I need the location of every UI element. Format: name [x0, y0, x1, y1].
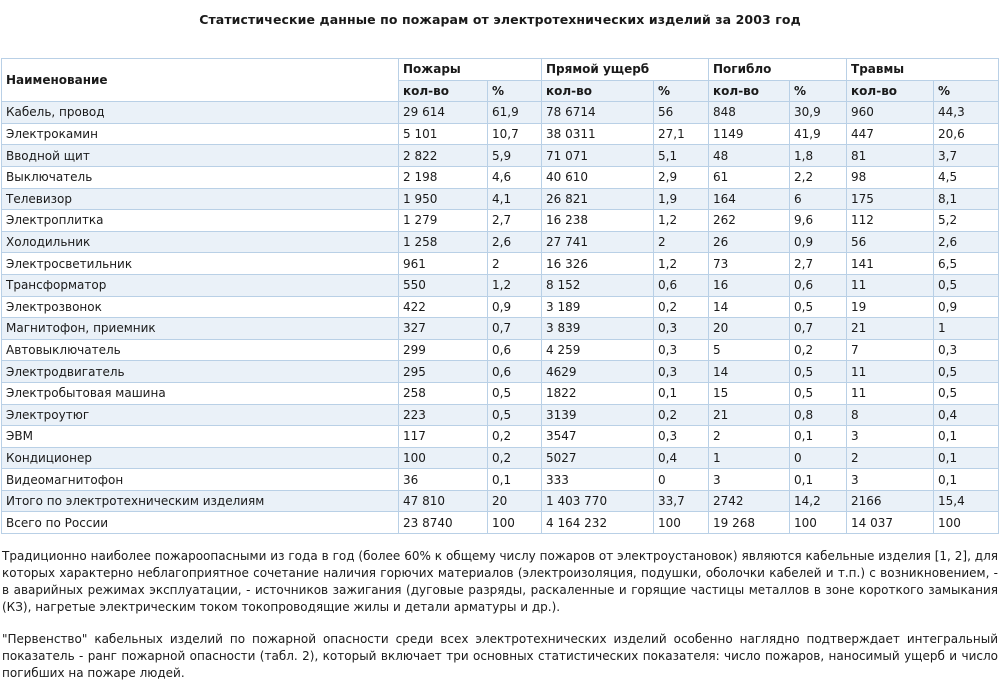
row-name-cell: Вводной щит [2, 145, 399, 167]
table-cell: 4,1 [488, 188, 542, 210]
table-cell: 112 [847, 210, 934, 232]
table-cell: 0,3 [654, 361, 709, 383]
table-row [2, 490, 999, 512]
row-name-cell: Кондиционер [2, 447, 399, 469]
table-cell: 3 839 [542, 318, 654, 340]
fire-statistics-table [1, 58, 999, 534]
table-cell: 4,5 [934, 166, 999, 188]
table-cell: 3 [847, 469, 934, 491]
table-cell: 19 268 [709, 512, 790, 534]
table-cell: 100 [399, 447, 488, 469]
row-name-cell: Кабель, провод [2, 102, 399, 124]
row-name-cell: Выключатель [2, 166, 399, 188]
table-cell: 14 [709, 361, 790, 383]
table-cell: 0,1 [934, 469, 999, 491]
table-cell: 14 037 [847, 512, 934, 534]
table-cell: 5 101 [399, 123, 488, 145]
table-cell: 29 614 [399, 102, 488, 124]
table-cell: 0,3 [654, 426, 709, 448]
page-title: Статистические данные по пожарам от электротехнических изделий за 2003 год [199, 12, 801, 27]
table-cell: 100 [488, 512, 542, 534]
table-cell: 14 [709, 296, 790, 318]
table-cell: 23 8740 [399, 512, 488, 534]
table-cell: 295 [399, 361, 488, 383]
subheader-cell: % [488, 80, 542, 102]
row-name-cell: Итого по электротехническим изделиям [2, 490, 399, 512]
table-cell: 6,5 [934, 253, 999, 275]
table-row [2, 512, 999, 534]
table-cell: 11 [847, 274, 934, 296]
table-row [2, 231, 999, 253]
table-cell: 0,5 [934, 361, 999, 383]
table-row [2, 166, 999, 188]
table-cell: 16 326 [542, 253, 654, 275]
table-cell: 26 821 [542, 188, 654, 210]
table-cell: 4 164 232 [542, 512, 654, 534]
row-name-cell: Электрокамин [2, 123, 399, 145]
row-name-cell: Телевизор [2, 188, 399, 210]
table-cell: 40 610 [542, 166, 654, 188]
row-name-cell: Электроплитка [2, 210, 399, 232]
table-row [2, 296, 999, 318]
table-cell: 141 [847, 253, 934, 275]
table-cell: 20 [709, 318, 790, 340]
table-cell: 47 810 [399, 490, 488, 512]
table-cell: 56 [654, 102, 709, 124]
row-name-cell: Электродвигатель [2, 361, 399, 383]
table-row [2, 145, 999, 167]
table-row [2, 426, 999, 448]
subheader-cell: % [654, 80, 709, 102]
table-row [2, 404, 999, 426]
table-cell: 5 [709, 339, 790, 361]
table-cell: 0 [654, 469, 709, 491]
row-name-cell: ЭВМ [2, 426, 399, 448]
table-cell: 961 [399, 253, 488, 275]
table-cell: 1149 [709, 123, 790, 145]
table-cell: 3547 [542, 426, 654, 448]
table-cell: 299 [399, 339, 488, 361]
table-row [2, 123, 999, 145]
table-row [2, 274, 999, 296]
subheader-cell: кол-во [709, 80, 790, 102]
table-cell: 1 [934, 318, 999, 340]
table-cell: 447 [847, 123, 934, 145]
table-row [2, 382, 999, 404]
table-cell: 0,1 [790, 426, 847, 448]
group-header-damage: Прямой ущерб [542, 59, 709, 81]
table-cell: 0,5 [934, 274, 999, 296]
table-cell: 8,1 [934, 188, 999, 210]
table-cell: 2166 [847, 490, 934, 512]
table-cell: 0,6 [654, 274, 709, 296]
row-name-cell: Магнитофон, приемник [2, 318, 399, 340]
paragraph-fire-rank: "Первенство" кабельных изделий по пожарной опасности среди всех электротехнических изделий особенно наглядно подтверждает интегральный показатель - ранг пожарной опасности (табл. 2), который включает три основных статистических показателя: число пожаров, наносимый ущерб и число погибших на пожаре людей. [2, 632, 998, 680]
table-body [2, 102, 999, 534]
table-cell: 1,8 [790, 145, 847, 167]
table-cell: 422 [399, 296, 488, 318]
table-cell: 0,9 [934, 296, 999, 318]
table-cell: 0,7 [488, 318, 542, 340]
table-cell: 26 [709, 231, 790, 253]
table-cell: 3 [709, 469, 790, 491]
table-cell: 0,2 [654, 296, 709, 318]
table-cell: 9,6 [790, 210, 847, 232]
table-cell: 78 6714 [542, 102, 654, 124]
table-row [2, 339, 999, 361]
table-row [2, 210, 999, 232]
table-row [2, 253, 999, 275]
table-cell: 20 [488, 490, 542, 512]
table-cell: 3,7 [934, 145, 999, 167]
row-name-cell: Видеомагнитофон [2, 469, 399, 491]
table-cell: 164 [709, 188, 790, 210]
table-cell: 15,4 [934, 490, 999, 512]
table-cell: 0,5 [934, 382, 999, 404]
name-column-header: Наименование [2, 59, 399, 102]
row-name-cell: Автовыключатель [2, 339, 399, 361]
table-cell: 0,3 [654, 318, 709, 340]
table-cell: 0,8 [790, 404, 847, 426]
table-cell: 8 [847, 404, 934, 426]
table-cell: 1 403 770 [542, 490, 654, 512]
table-cell: 0,5 [488, 382, 542, 404]
row-name-cell: Электробытовая машина [2, 382, 399, 404]
subheader-cell: % [790, 80, 847, 102]
table-cell: 1,9 [654, 188, 709, 210]
table-cell: 2,9 [654, 166, 709, 188]
table-cell: 5,1 [654, 145, 709, 167]
table-cell: 117 [399, 426, 488, 448]
row-name-cell: Холодильник [2, 231, 399, 253]
table-cell: 0,2 [654, 404, 709, 426]
table-cell: 0,1 [488, 469, 542, 491]
table-cell: 0,1 [934, 447, 999, 469]
table-cell: 0,2 [790, 339, 847, 361]
table-row [2, 102, 999, 124]
table-cell: 0,1 [790, 469, 847, 491]
table-cell: 21 [709, 404, 790, 426]
table-cell: 3 [847, 426, 934, 448]
row-name-cell: Электроутюг [2, 404, 399, 426]
subheader-cell: % [934, 80, 999, 102]
table-cell: 11 [847, 361, 934, 383]
table-cell: 5027 [542, 447, 654, 469]
table-row [2, 361, 999, 383]
table-cell: 6 [790, 188, 847, 210]
table-cell: 1 279 [399, 210, 488, 232]
table-cell: 3 189 [542, 296, 654, 318]
table-cell: 258 [399, 382, 488, 404]
table-cell: 61,9 [488, 102, 542, 124]
group-header-deaths: Погибло [709, 59, 847, 81]
table-cell: 61 [709, 166, 790, 188]
subheader-cell: кол-во [847, 80, 934, 102]
subheader-cell: кол-во [399, 80, 488, 102]
table-cell: 1822 [542, 382, 654, 404]
table-cell: 11 [847, 382, 934, 404]
table-cell: 0,7 [790, 318, 847, 340]
table-cell: 30,9 [790, 102, 847, 124]
table-cell: 27,1 [654, 123, 709, 145]
table-cell: 1,2 [654, 253, 709, 275]
table-cell: 21 [847, 318, 934, 340]
table-cell: 2,6 [934, 231, 999, 253]
table-cell: 0,5 [790, 382, 847, 404]
table-cell: 3139 [542, 404, 654, 426]
table-cell: 100 [790, 512, 847, 534]
table-cell: 5,9 [488, 145, 542, 167]
table-cell: 0,3 [934, 339, 999, 361]
table-cell: 0,2 [488, 447, 542, 469]
table-cell: 1,2 [488, 274, 542, 296]
table-cell: 5,2 [934, 210, 999, 232]
table-cell: 0,9 [790, 231, 847, 253]
group-header-fires: Пожары [399, 59, 542, 81]
table-cell: 0,4 [654, 447, 709, 469]
table-cell: 0,5 [790, 296, 847, 318]
table-row [2, 469, 999, 491]
table-cell: 100 [934, 512, 999, 534]
table-cell: 2 [488, 253, 542, 275]
table-cell: 16 238 [542, 210, 654, 232]
table-cell: 7 [847, 339, 934, 361]
table-cell: 1 [709, 447, 790, 469]
table-cell: 2,7 [790, 253, 847, 275]
table-cell: 262 [709, 210, 790, 232]
table-cell: 333 [542, 469, 654, 491]
table-cell: 27 741 [542, 231, 654, 253]
table-cell: 550 [399, 274, 488, 296]
table-cell: 2 198 [399, 166, 488, 188]
table-cell: 48 [709, 145, 790, 167]
table-row [2, 188, 999, 210]
table-cell: 0,3 [654, 339, 709, 361]
row-name-cell: Электрозвонок [2, 296, 399, 318]
table-cell: 38 0311 [542, 123, 654, 145]
table-cell: 2 [847, 447, 934, 469]
row-name-cell: Всего по России [2, 512, 399, 534]
row-name-cell: Электросветильник [2, 253, 399, 275]
table-row [2, 318, 999, 340]
table-cell: 0,2 [488, 426, 542, 448]
table-cell: 0,9 [488, 296, 542, 318]
table-cell: 2,6 [488, 231, 542, 253]
table-cell: 19 [847, 296, 934, 318]
table-cell: 73 [709, 253, 790, 275]
table-cell: 36 [399, 469, 488, 491]
table-cell: 2742 [709, 490, 790, 512]
table-cell: 20,6 [934, 123, 999, 145]
table-cell: 0,4 [934, 404, 999, 426]
table-cell: 16 [709, 274, 790, 296]
table-cell: 2,2 [790, 166, 847, 188]
table-cell: 15 [709, 382, 790, 404]
table-row [2, 447, 999, 469]
table-cell: 10,7 [488, 123, 542, 145]
table-cell: 8 152 [542, 274, 654, 296]
table-cell: 0,6 [790, 274, 847, 296]
table-cell: 2 822 [399, 145, 488, 167]
table-header-row [2, 59, 999, 81]
table-cell: 4 259 [542, 339, 654, 361]
group-header-injuries: Травмы [847, 59, 999, 81]
table-cell: 0,5 [790, 361, 847, 383]
table-cell: 175 [847, 188, 934, 210]
table-cell: 1,2 [654, 210, 709, 232]
table-cell: 0 [790, 447, 847, 469]
table-cell: 2 [654, 231, 709, 253]
table-cell: 327 [399, 318, 488, 340]
table-cell: 848 [709, 102, 790, 124]
table-cell: 81 [847, 145, 934, 167]
table-cell: 44,3 [934, 102, 999, 124]
table-cell: 2,7 [488, 210, 542, 232]
table-cell: 71 071 [542, 145, 654, 167]
table-cell: 223 [399, 404, 488, 426]
table-cell: 0,6 [488, 339, 542, 361]
row-name-cell: Трансформатор [2, 274, 399, 296]
table-cell: 4,6 [488, 166, 542, 188]
table-cell: 100 [654, 512, 709, 534]
table-cell: 33,7 [654, 490, 709, 512]
table-cell: 56 [847, 231, 934, 253]
table-cell: 2 [709, 426, 790, 448]
table-cell: 4629 [542, 361, 654, 383]
table-cell: 1 950 [399, 188, 488, 210]
table-cell: 960 [847, 102, 934, 124]
subheader-cell: кол-во [542, 80, 654, 102]
paragraph-cable-hazard: Традиционно наиболее пожароопасными из года в год (более 60% к общему числу пожаров от электроустановок) являются кабельные изделия [1, 2], для которых характерно неблагоприятное сочетание наличия горючих материалов (электроизоляция, подушки, оболочки кабелей и т.п.) с возникновением, - в аварийных режимах эксплуатации, - источников зажигания (дуговые разряды, раскаленные и горящие частицы металлов в зоне короткого замыкания (КЗ), нагретые электрическим током токопроводящие жилы и детали арматуры и др.). [2, 549, 998, 614]
table-cell: 0,1 [654, 382, 709, 404]
table-cell: 0,1 [934, 426, 999, 448]
table-cell: 14,2 [790, 490, 847, 512]
table-cell: 0,6 [488, 361, 542, 383]
table-cell: 0,5 [488, 404, 542, 426]
table-cell: 98 [847, 166, 934, 188]
table-cell: 1 258 [399, 231, 488, 253]
table-cell: 41,9 [790, 123, 847, 145]
